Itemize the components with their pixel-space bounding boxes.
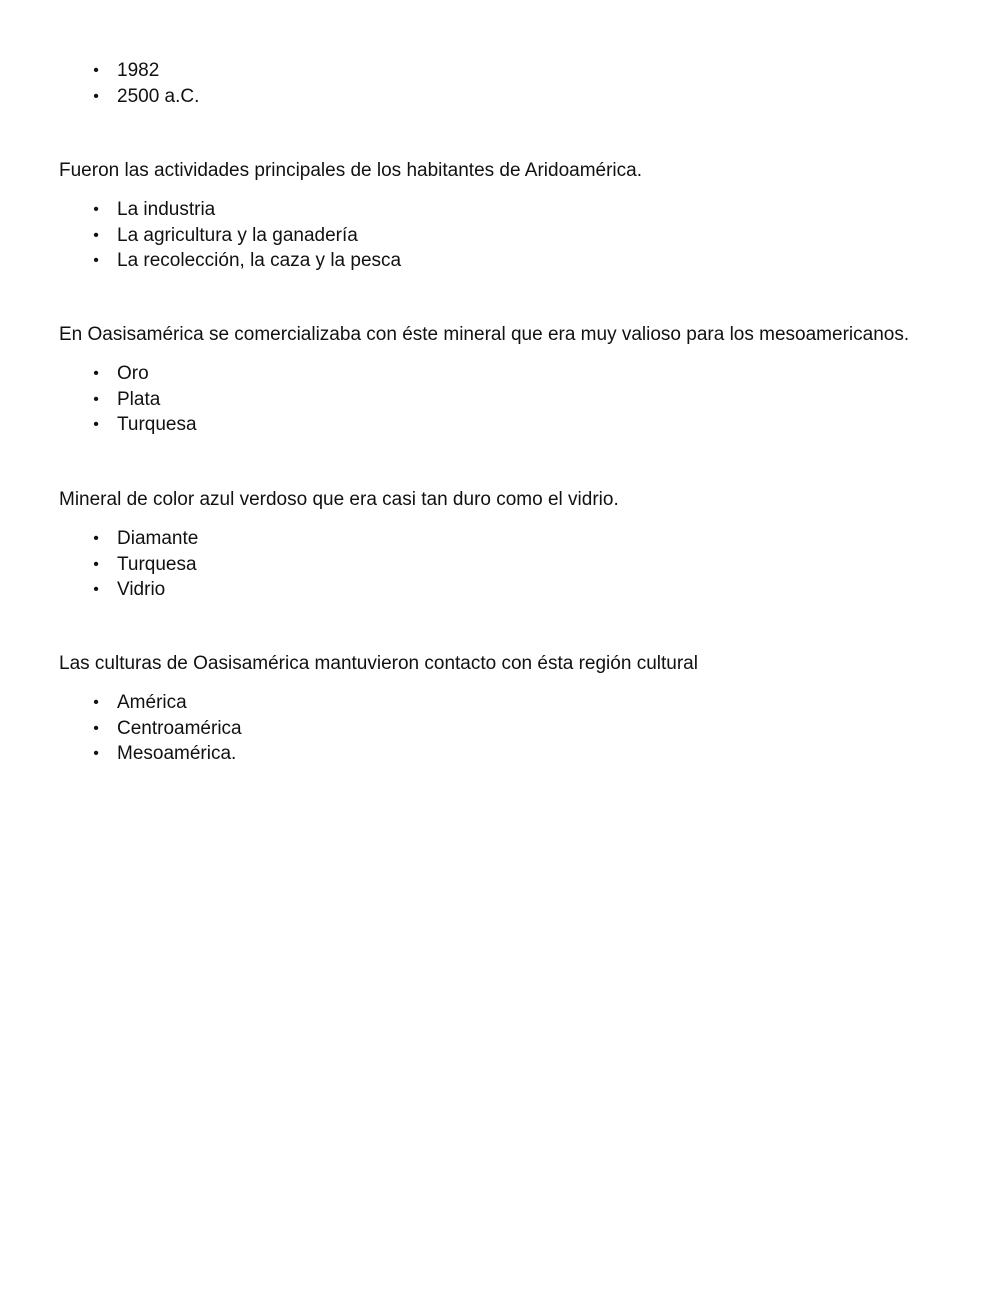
option-label: Mesoamérica. [117, 743, 237, 764]
option-label: Vidrio [117, 579, 166, 600]
question-text: Fueron las actividades principales de los habitantes de Aridoamérica. [59, 160, 642, 181]
bullet-icon: • [93, 365, 99, 382]
bullet-icon: • [93, 719, 99, 737]
question-text: Mineral de color azul verdoso que era casi tan duro como el vidrio. [59, 489, 619, 510]
option-label: 1982 [117, 60, 160, 81]
option-label: Turquesa [117, 553, 197, 575]
option-label: Turquesa [117, 414, 197, 435]
option-label: 2500 a.C. [117, 85, 200, 107]
option-label: América [117, 692, 187, 713]
bullet-icon: • [93, 416, 99, 433]
bullet-icon: • [93, 555, 99, 573]
question-text: Las culturas de Oasisamérica mantuvieron contacto con ésta región cultural [59, 653, 698, 674]
bullet-icon: • [93, 87, 99, 105]
question-text: En Oasisamérica se comercializaba con éste mineral que era muy valioso para los mesoamericanos. [59, 324, 910, 345]
bullet-icon: • [93, 694, 99, 711]
option-label: Oro [117, 363, 149, 384]
bullet-icon: • [93, 252, 99, 269]
option-label: La recolección, la caza y la pesca [117, 250, 402, 271]
bullet-icon: • [93, 62, 99, 79]
bullet-icon: • [93, 581, 99, 598]
bullet-icon: • [93, 390, 99, 408]
bullet-icon: • [93, 530, 99, 547]
bullet-icon: • [93, 201, 99, 218]
option-label: Diamante [117, 528, 199, 549]
option-label: La industria [117, 199, 216, 220]
option-label: Centroamérica [117, 717, 242, 739]
option-label: La agricultura y la ganadería [117, 224, 358, 246]
option-label: Plata [117, 388, 161, 410]
bullet-icon: • [93, 745, 99, 762]
bullet-icon: • [93, 226, 99, 244]
